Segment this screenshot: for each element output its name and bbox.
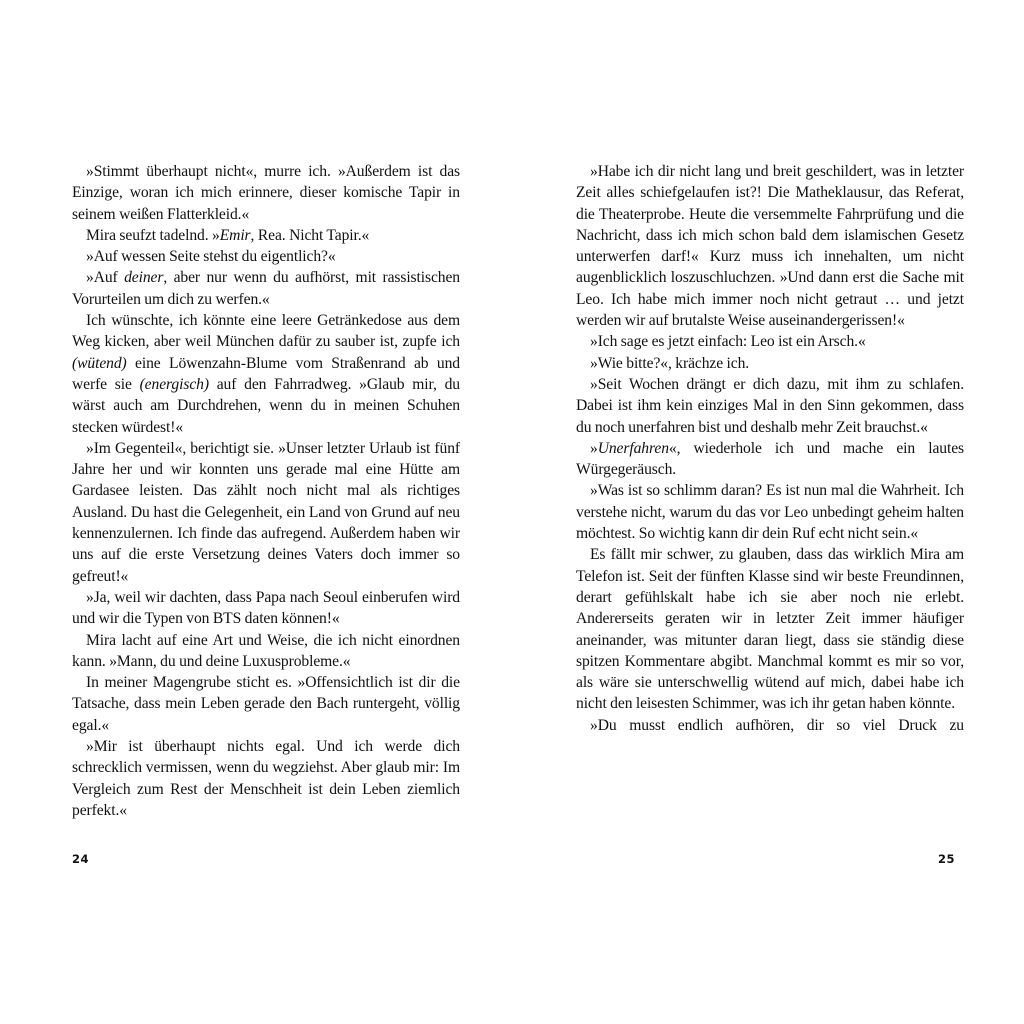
paragraph: »Mir ist überhaupt nichts egal. Und ich werde dich schrecklich vermissen, wenn du wegziehst. Aber glaub mir: Im Vergleich zum Rest der Menschheit ist dein Leben ziemlich perfekt.« [72,738,460,819]
paragraph: »Ja, weil wir dachten, dass Papa nach Seoul einberufen wird und wir die Typen von BTS daten können!« [72,588,460,628]
page-number-left: 24 [72,852,90,866]
left-page [72,161,460,821]
paragraph: »Du musst endlich aufhören, dir so viel Druck zu [590,716,964,734]
paragraph: Ich wünschte, ich könnte eine leere Getränkedose aus dem Weg kicken, aber weil München dafür zu sauber ist, zupfe ich (wütend) eine Löwenzahn-Blume vom Straßenrand ab und werfe sie (energisch) auf den Fahrradweg. »Glaub mir, du wärst auch am Durchdrehen, wenn du in meinen Schuhen stecken würdest!« [72,312,460,436]
paragraph: »Wie bitte?«, krächze ich. [590,354,750,372]
paragraph: »Seit Wochen drängt er dich dazu, mit ihm zu schlafen. Dabei ist ihm kein einziges Mal in den Sinn gekommen, dass du noch unerfahren bist und deshalb mehr Zeit brauchst.« [576,375,964,436]
paragraph: »Auf deiner, aber nur wenn du aufhörst, mit rassistischen Vorurteilen um dich zu werfen.« [72,269,460,308]
paragraph: »Auf wessen Seite stehst du eigentlich?« [86,248,336,266]
right-page [576,161,964,736]
paragraph: »Unerfahren«, wiederhole ich und mache ein lautes Würgegeräusch. [576,439,964,479]
paragraph: »Habe ich dir nicht lang und breit geschildert, was in letzter Zeit alles schiefgelaufen ist?! Die Matheklausur, das Referat, die Theaterprobe. Heute die versemmelte Fahrprüfung und die Nachricht, dass ich mich schon bald dem islamischen Gesetz unterwerfen darf!« Kurz muss ich innehalten, um nicht augenblicklich loszuschluchzen. »Und dann erst die Sache mit Leo. Ich habe mich immer noch nicht getraut … und jetzt werden wir auf brutalste Weise auseinandergerissen!« [576,163,964,330]
paragraph: »Ich sage es jetzt einfach: Leo ist ein Arsch.« [590,333,866,351]
paragraph: In meiner Magengrube sticht es. »Offensichtlich ist dir die Tatsache, dass mein Leben gerade den Bach runtergeht, völlig egal.« [72,674,460,734]
paragraph: »Im Gegenteil«, berichtigt sie. »Unser letzter Urlaub ist fünf Jahre her und wir konnten uns gerade mal eine Hütte am Gardasee leisten. Das zählt noch nicht mal als richtiges Ausland. Du hast die Gelegenheit, ein Land von Grund auf neu kennenzulernen. Ich finde das aufregend. Außerdem haben wir uns auf die erste Versetzung deines Vaters doch immer so gefreut!« [72,439,460,585]
paragraph: »Was ist so schlimm daran? Es ist nun mal die Wahrheit. Ich verstehe nicht, warum du das vor Leo unbedingt geheim halten möchtest. So wichtig kann dir dein Ruf echt nicht sein.« [576,482,964,543]
paragraph: Mira seufzt tadelnd. »Emir, Rea. Nicht Tapir.« [86,226,370,244]
paragraph: »Stimmt überhaupt nicht«, murre ich. »Außerdem ist das Einzige, woran ich mich erinnere, dieser komische Tapir in seinem weißen Flatterkleid.« [72,163,460,223]
page-number-right: 25 [938,852,956,866]
paragraph: Es fällt mir schwer, zu glauben, dass das wirklich Mira am Telefon ist. Seit der fünften Klasse sind wir beste Freundinnen, derart gefühlskalt habe ich sie aber noch nie erlebt. Andererseits geraten wir in letzter Zeit immer häufiger aneinander, was mitunter daran liegt, dass sie ständig diese spitzen Kommentare abgibt. Manchmal kommt es mir so vor, als wäre sie unterschwellig wütend auf mich, dabei habe ich nicht den leisesten Schimmer, was ich ihr getan haben könnte. [576,546,964,713]
paragraph: Mira lacht auf eine Art und Weise, die ich nicht einordnen kann. »Mann, du und deine Luxusprobleme.« [72,631,460,670]
